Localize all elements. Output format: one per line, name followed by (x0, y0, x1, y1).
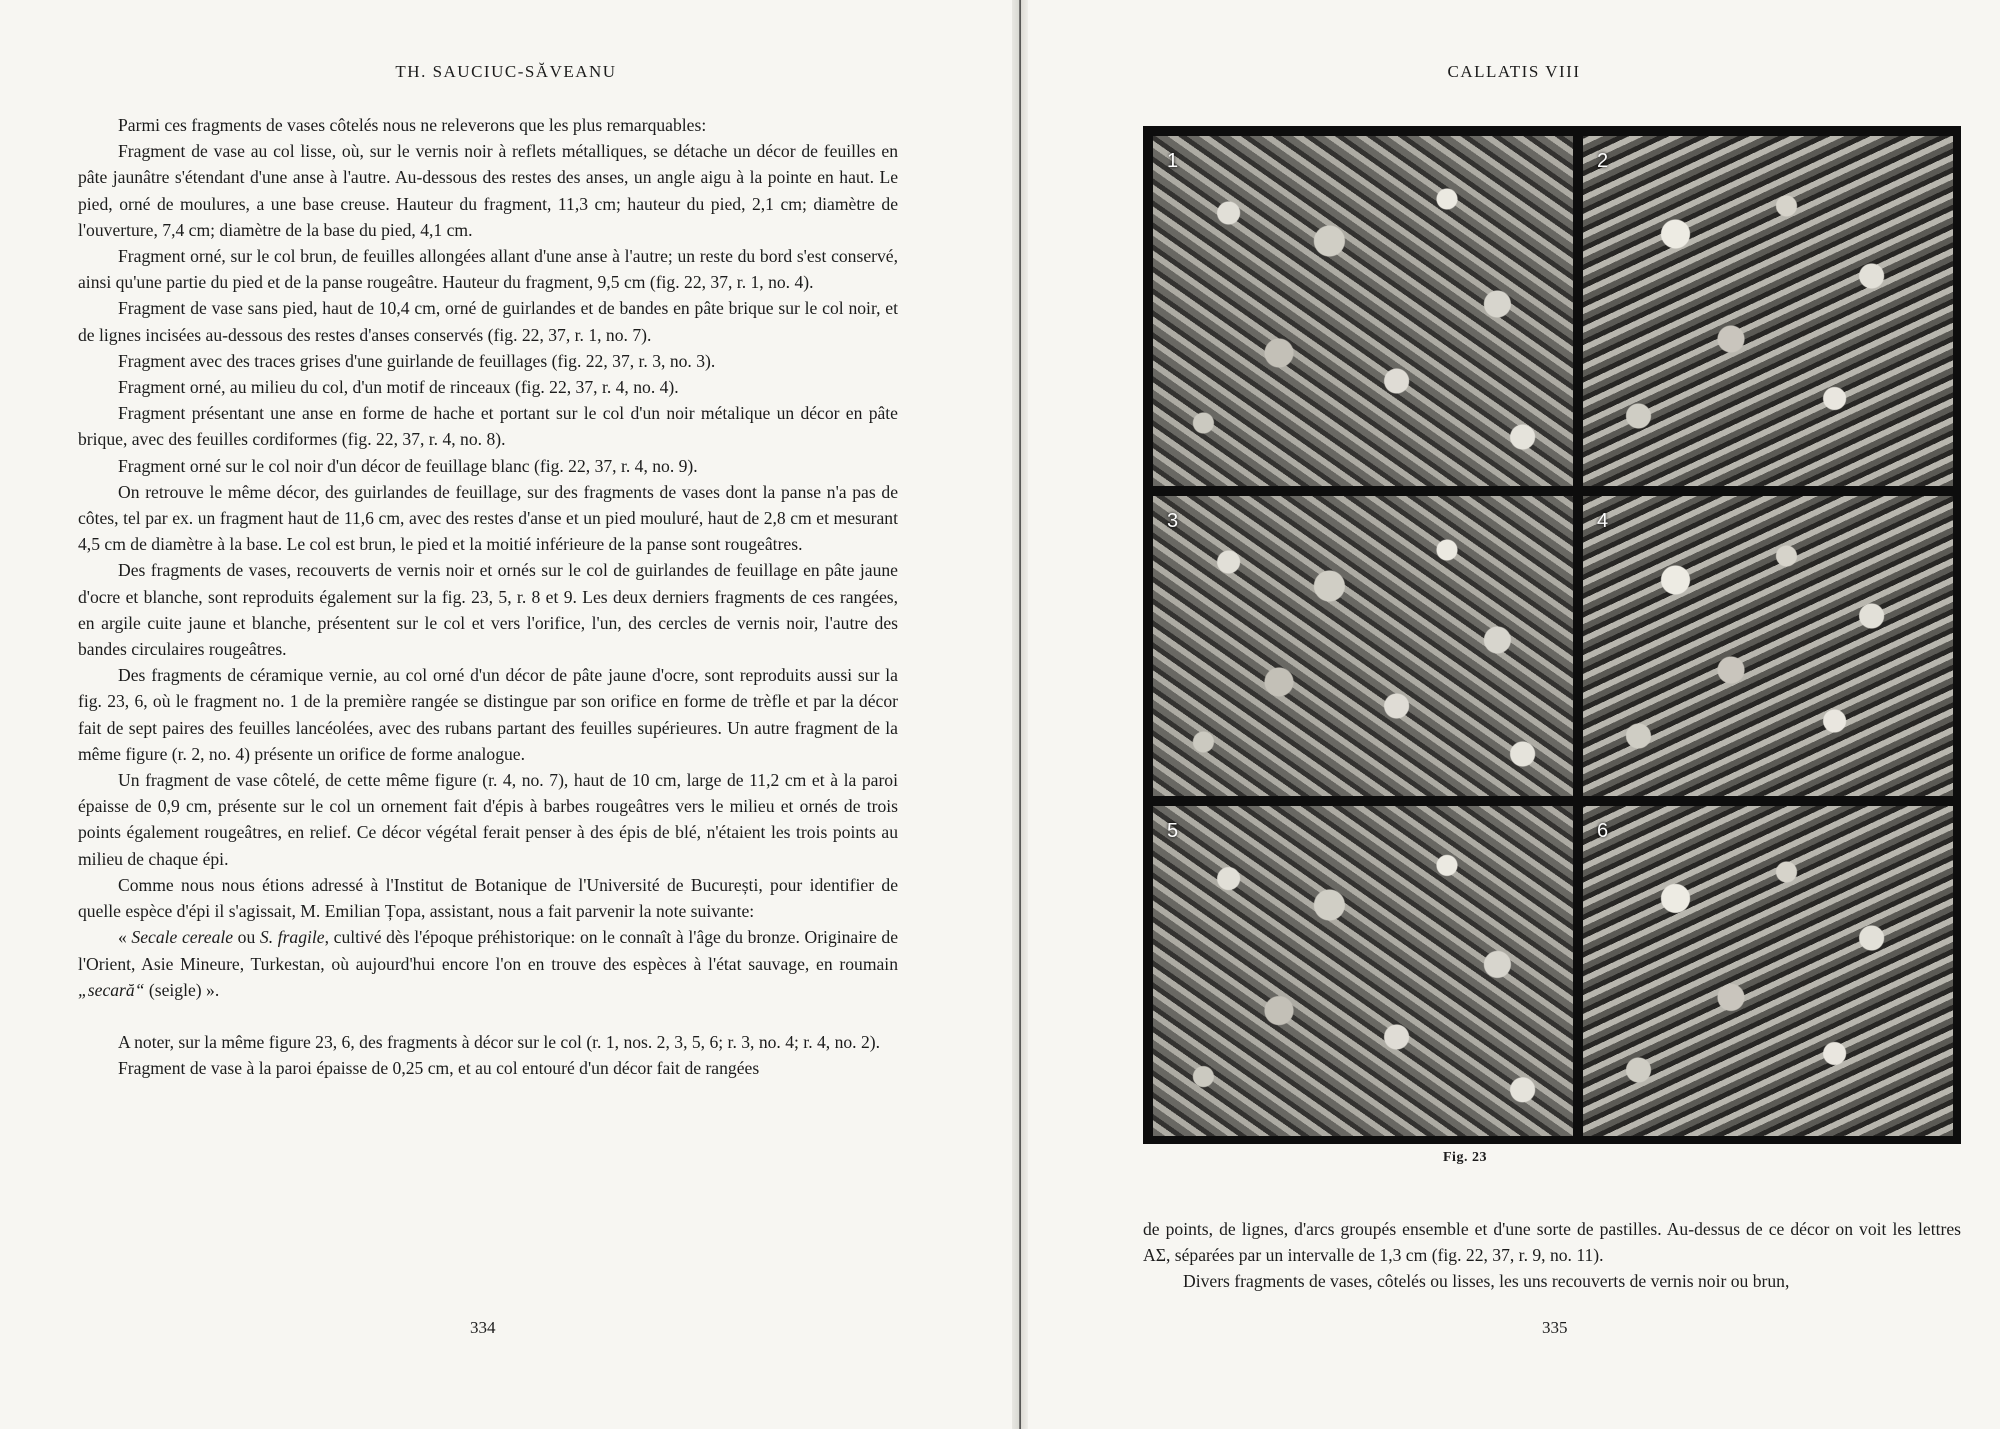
photo-panel-5 (1153, 806, 1573, 1136)
quote-open: « (118, 927, 132, 948)
paragraph: Des fragments de vases, recouverts de vernis noir et ornés sur le col de guirlandes de feuillage en pâte jaune d'ocre et blanche, sont reproduits également sur la fig. 23, 5, r. 8 et 9. Les deux derniers fragments de ces rangées, en argile cuite jaune et blanche, présentent sur le col et vers l'orifice, l'un, des cercles de vernis noir, l'autre des bandes circulaires rougeâtres. (78, 560, 898, 660)
panel-number: 4 (1597, 510, 1609, 532)
quote-text: (seigle) ». (144, 979, 220, 1000)
book-gutter (1012, 0, 1028, 1429)
botanical-quote (78, 924, 898, 1003)
page-number-right: 335 (1542, 1318, 1568, 1337)
figure-plate (1143, 126, 1961, 1144)
photo-panel-2 (1583, 136, 1953, 486)
figure-caption: Fig. 23 (1443, 1150, 1487, 1165)
quote-text: , cultivé dès l'époque préhistorique: on le connaît à l'âge du bronze. Originaire de l'Orient, Asie Mineure, Turkestan, où aujourd'hui encore l'on en trouve des espèces à l'état sauvage, en roumain (78, 927, 899, 974)
photo-panel-1 (1153, 136, 1573, 486)
paragraph: Parmi ces fragments de vases côtelés nous ne releverons que les plus remarquables: (118, 115, 707, 135)
paragraph: Des fragments de céramique vernie, au col orné d'un décor de pâte jaune d'ocre, sont reproduits aussi sur la fig. 23, 6, où le fragment no. 1 de la première rangée se distingue par son orifice en forme de trèfle et par la décor fait de sept paires des feuilles lancéolées, avec des rubans partant des feuilles supérieures. Un autre fragment de la même figure (r. 2, no. 4) présente un orifice de forme analogue. (78, 665, 898, 764)
right-page (1028, 0, 2000, 1429)
paragraph: de points, de lignes, d'arcs groupés ensemble et d'une sorte de pastilles. Au-dessus de ce décor on voit les lettres ΑΣ, séparées par un intervalle de 1,3 cm (fig. 22, 37, r. 9, no. 11). (1143, 1219, 1961, 1266)
panel-number: 6 (1597, 820, 1609, 842)
paragraph: Fragment avec des traces grises d'une guirlande de feuillages (fig. 22, 37, r. 3, no. 3). (118, 350, 716, 371)
latin-term: Secale cereale (131, 927, 234, 948)
paragraph: Fragment de vase sans pied, haut de 10,4 cm, orné de guirlandes et de bandes en pâte brique sur le col noir, et de lignes incisées au-dessous des restes d'anses conservés (fig. 22, 37, r. 1, no. 7). (78, 298, 898, 345)
romanian-term: „secară“ (78, 979, 145, 1000)
photo-panel-3 (1153, 496, 1573, 796)
page-number-left: 334 (470, 1318, 496, 1337)
paragraph: Comme nous nous étions adressé à l'Institut de Botanique de l'Université de București, pour identifier de quelle espèce d'épi il s'agissait, M. Emilian Țopa, assistant, nous a fait parvenir la note suivante: (78, 874, 898, 922)
paragraph: Un fragment de vase côtelé, de cette même figure (r. 4, no. 7), haut de 10 cm, large de 11,2 cm et à la paroi épaisse de 0,9 cm, présente sur le col un ornement fait d'épis à barbes rougeâtres vers le milieu et ornés de trois points également rougeâtres, en relief. Ce décor végétal ferait penser à des épis de blé, n'étaient les trois points au milieu de chaque épi. (78, 770, 898, 869)
running-head-right: CALLATIS VIII (1447, 62, 1581, 81)
paragraph: Fragment présentant une anse en forme de hache et portant sur le col d'un noir métalique un décor en pâte brique, avec des feuilles cordiformes (fig. 22, 37, r. 4, no. 8). (78, 403, 898, 450)
photo-panel-4 (1583, 496, 1953, 796)
panel-number: 1 (1167, 150, 1179, 172)
panel-number: 5 (1167, 820, 1179, 842)
photo-panel-6 (1583, 806, 1953, 1136)
paragraph: On retrouve le même décor, des guirlandes de feuillage, sur des fragments de vases dont la panse n'a pas de côtes, tel par ex. un fragment haut de 11,6 cm, avec des restes d'anse et un pied mouluré, haut de 2,8 cm et mesurant 4,5 cm de diamètre à la base. Le col est brun, le pied et la moitié inférieure de la panse sont rougeâtres. (78, 481, 898, 555)
right-page-body (1143, 1216, 1961, 1295)
latin-term: S. fragile (259, 927, 325, 948)
paragraph: Fragment orné, au milieu du col, d'un motif de rinceaux (fig. 22, 37, r. 4, no. 4). (118, 377, 679, 398)
panel-number: 3 (1167, 510, 1179, 532)
paragraph: Fragment de vase à la paroi épaisse de 0,25 cm, et au col entouré d'un décor fait de rangées (118, 1058, 760, 1079)
panel-number: 2 (1597, 150, 1609, 172)
left-page-body (78, 112, 898, 1081)
quote-text: ou (233, 927, 260, 948)
paragraph: Divers fragments de vases, côtelés ou lisses, les uns recouverts de vernis noir ou brun, (1183, 1271, 1790, 1292)
running-head-left: TH. SAUCIUC-SĂVEANU (395, 62, 617, 81)
paragraph: Fragment orné, sur le col brun, de feuilles allongées allant d'une anse à l'autre; un reste du bord s'est conservé, ainsi qu'une partie du pied et de la panse rougeâtre. Hauteur du fragment, 9,5 cm (fig. 22, 37, r. 1, no. 4). (78, 246, 898, 293)
paragraph: A noter, sur la même figure 23, 6, des fragments à décor sur le col (r. 1, nos. 2, 3, 5, 6; r. 3, no. 4; r. 4, no. 2). (118, 1031, 881, 1052)
paragraph: Fragment de vase au col lisse, où, sur le vernis noir à reflets métalliques, se détache un décor de feuilles en pâte jaunâtre s'étendant d'une anse à l'autre. Au-dessous des restes des anses, un angle aigu à la pointe en haut. Le pied, orné de moulures, a une base creuse. Hauteur du fragment, 11,3 cm; hauteur du pied, 2,1 cm; diamètre de l'ouverture, 7,4 cm; diamètre de la base du pied, 4,1 cm. (78, 141, 898, 240)
paragraph: Fragment orné sur le col noir d'un décor de feuillage blanc (fig. 22, 37, r. 4, no. 9). (118, 455, 698, 476)
